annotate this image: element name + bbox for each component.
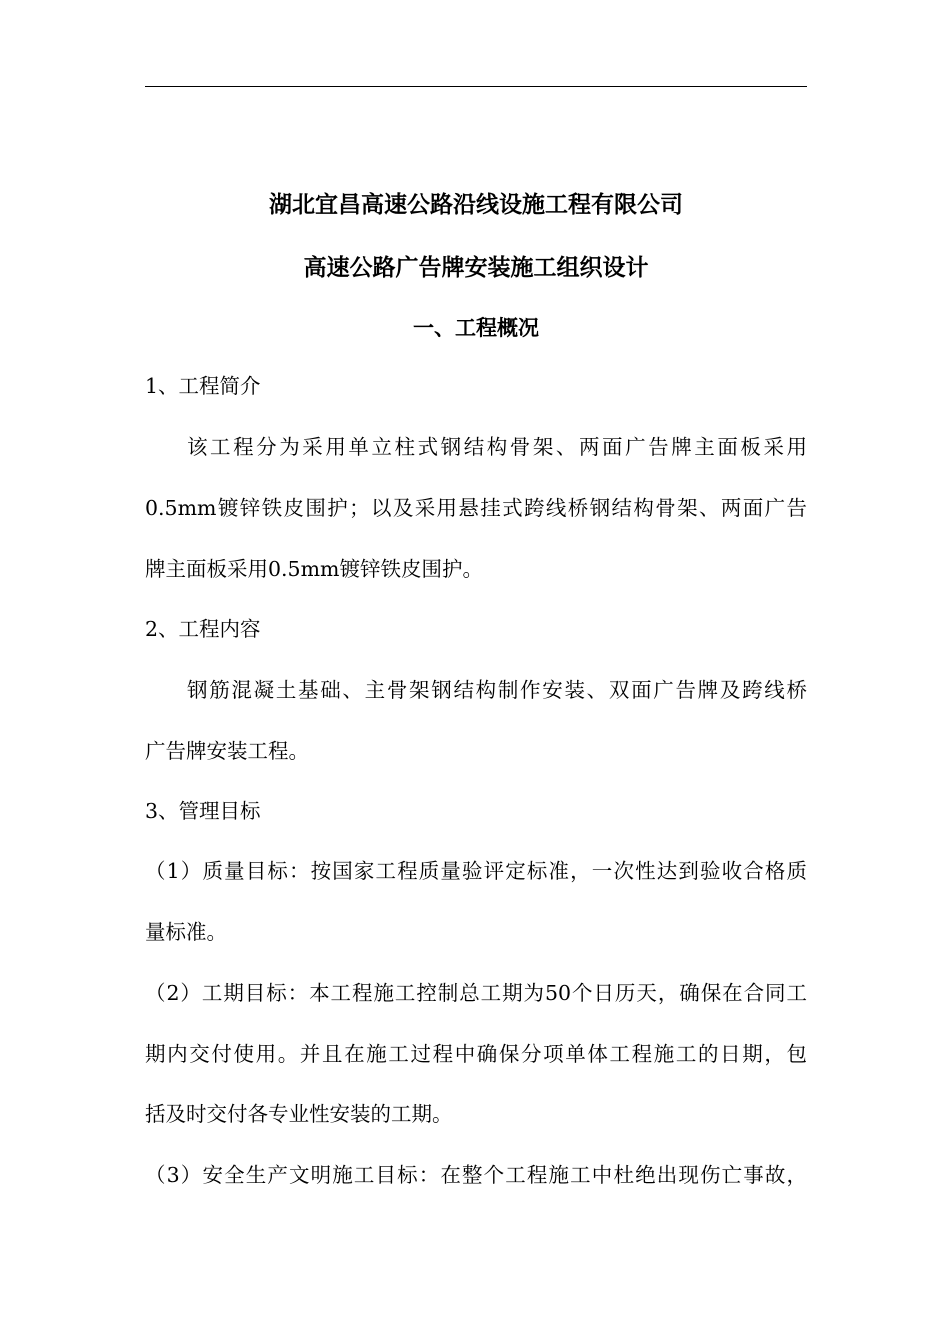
list-item-line: 期内交付使用。并且在施工过程中确保分项单体工程施工的日期，包 bbox=[145, 1042, 807, 1066]
list-item-line: 量标准。 bbox=[145, 920, 227, 944]
section-heading: 一、工程概况 bbox=[413, 315, 539, 340]
subsection-heading-2: 2、工程内容 bbox=[145, 617, 261, 641]
list-item-line: 括及时交付各专业性安装的工期。 bbox=[145, 1102, 453, 1126]
paragraph-line: 钢筋混凝土基础、主骨架钢结构制作安装、双面广告牌及跨线桥 bbox=[187, 678, 807, 702]
paragraph-line: 广告牌安装工程。 bbox=[145, 739, 309, 763]
header-rule bbox=[145, 86, 807, 87]
list-item-line: （3）安全生产文明施工目标：在整个工程施工中杜绝出现伤亡事故， bbox=[145, 1163, 807, 1187]
subsection-heading-1: 1、工程简介 bbox=[145, 374, 261, 398]
list-item-line: （2）工期目标：本工程施工控制总工期为50个日历天，确保在合同工 bbox=[145, 981, 807, 1005]
paragraph-line: 牌主面板采用0.5mm镀锌铁皮围护。 bbox=[145, 557, 483, 581]
document-title: 高速公路广告牌安装施工组织设计 bbox=[303, 254, 649, 281]
list-item-line: （1）质量目标：按国家工程质量验评定标准，一次性达到验收合格质 bbox=[145, 859, 807, 883]
paragraph-line: 该工程分为采用单立柱式钢结构骨架、两面广告牌主面板采用 bbox=[187, 435, 807, 459]
subsection-heading-3: 3、管理目标 bbox=[145, 799, 261, 823]
company-title: 湖北宜昌高速公路沿线设施工程有限公司 bbox=[269, 191, 683, 218]
paragraph-line: 0.5mm镀锌铁皮围护；以及采用悬挂式跨线桥钢结构骨架、两面广告 bbox=[145, 496, 807, 520]
